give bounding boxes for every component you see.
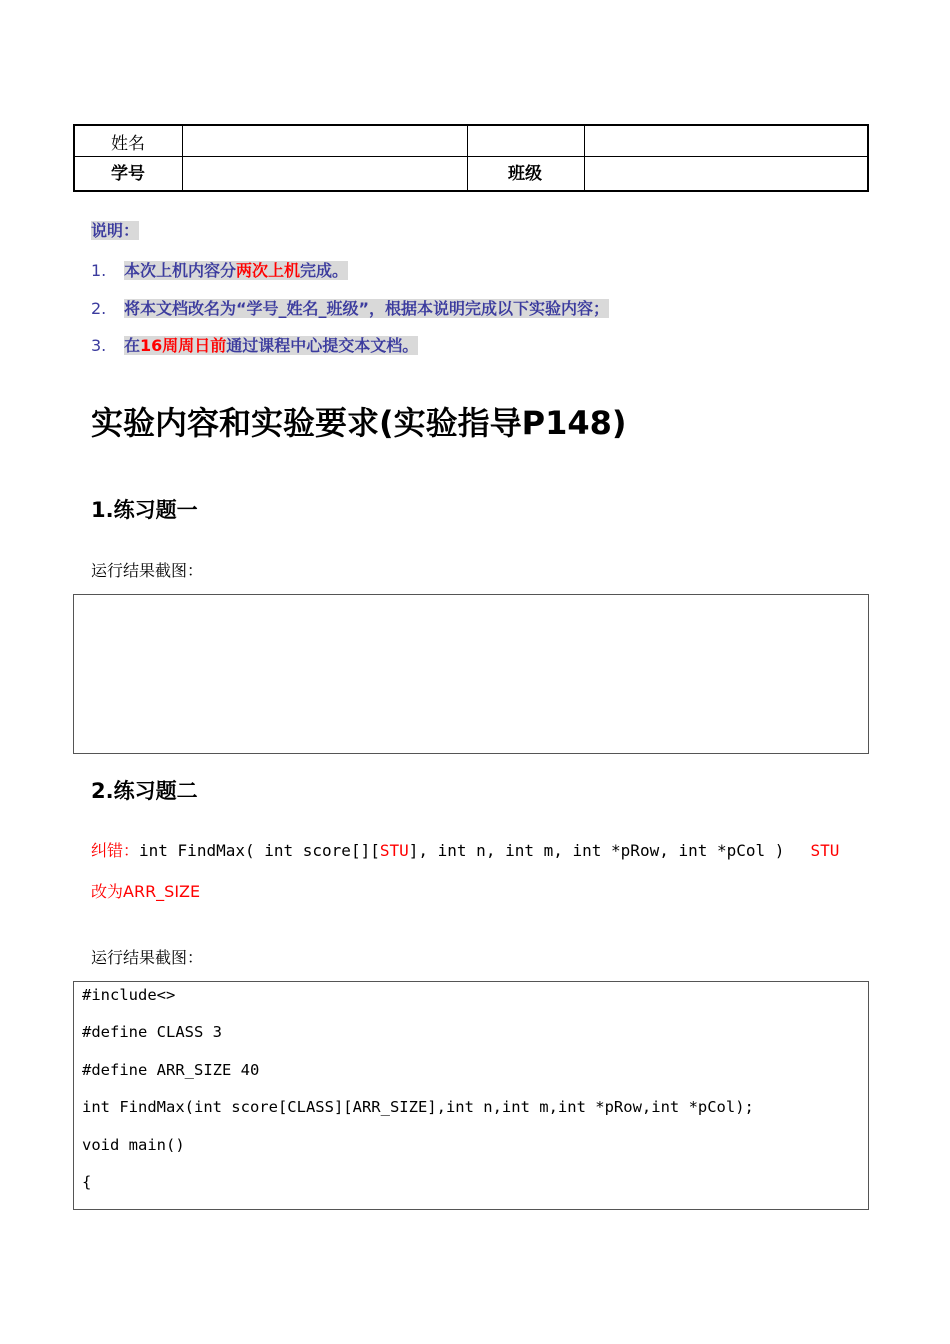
item-text: 将本文档改名为“学号_姓名_班级”，根据本说明完成以下实验内容；: [124, 299, 610, 318]
correction-line: [91, 838, 839, 861]
item-text: 在: [124, 336, 141, 355]
info-row-name: [75, 126, 867, 156]
table-divider: [584, 126, 585, 190]
student-info-table: [73, 124, 869, 192]
section-2-title: 2.练习题二: [91, 779, 198, 803]
item-number: 2.: [91, 299, 107, 318]
code-line: int FindMax(int score[CLASS][ARR_SIZE],int n,int m,int *pRow,int *pCol);: [82, 1098, 754, 1116]
info-row-id: [75, 156, 867, 193]
instructions-title-text: 说明：: [91, 221, 140, 240]
instructions-title: [91, 218, 139, 241]
item-text: 完成。: [300, 261, 349, 280]
code-line: #define CLASS 3: [82, 1023, 222, 1041]
section-1-result-label: 运行结果截图：: [91, 561, 204, 580]
code-line: {: [82, 1173, 92, 1191]
table-divider: [182, 126, 183, 190]
instruction-item: [91, 333, 418, 356]
section-1-title: 1.练习题一: [91, 498, 198, 522]
code-line: #include<>: [82, 986, 176, 1004]
correction-prefix: 纠错：: [91, 841, 140, 860]
code-box: [73, 981, 869, 1210]
correction-code: int FindMax( int score[][: [139, 841, 380, 860]
student-id-label: 学号: [111, 164, 145, 184]
code-line: void main(): [82, 1136, 185, 1154]
page-heading: 实验内容和实验要求(实验指导P148): [91, 404, 627, 442]
correction-replacement: 改为ARR_SIZE: [91, 882, 201, 901]
section-1-screenshot-box: [73, 594, 869, 754]
name-label: 姓名: [111, 134, 145, 154]
correction-code: ], int n, int m, int *pRow, int *pCol ): [408, 841, 785, 860]
instruction-item: [91, 296, 609, 319]
item-text: 本次上机内容分: [124, 261, 237, 280]
correction-code-emphasis: STU: [379, 841, 409, 860]
table-divider: [467, 126, 468, 190]
correction-target: STU: [810, 841, 840, 860]
item-emphasis: 两次上机: [236, 261, 301, 280]
section-2-result-label: 运行结果截图：: [91, 948, 204, 967]
instruction-item: [91, 258, 348, 281]
item-number: 3.: [91, 336, 107, 355]
class-label: 班级: [508, 164, 542, 184]
item-text: 通过课程中心提交本文档。: [226, 336, 419, 355]
code-line: #define ARR_SIZE 40: [82, 1061, 260, 1079]
item-number: 1.: [91, 261, 107, 280]
item-emphasis: 16周周日前: [140, 336, 227, 355]
